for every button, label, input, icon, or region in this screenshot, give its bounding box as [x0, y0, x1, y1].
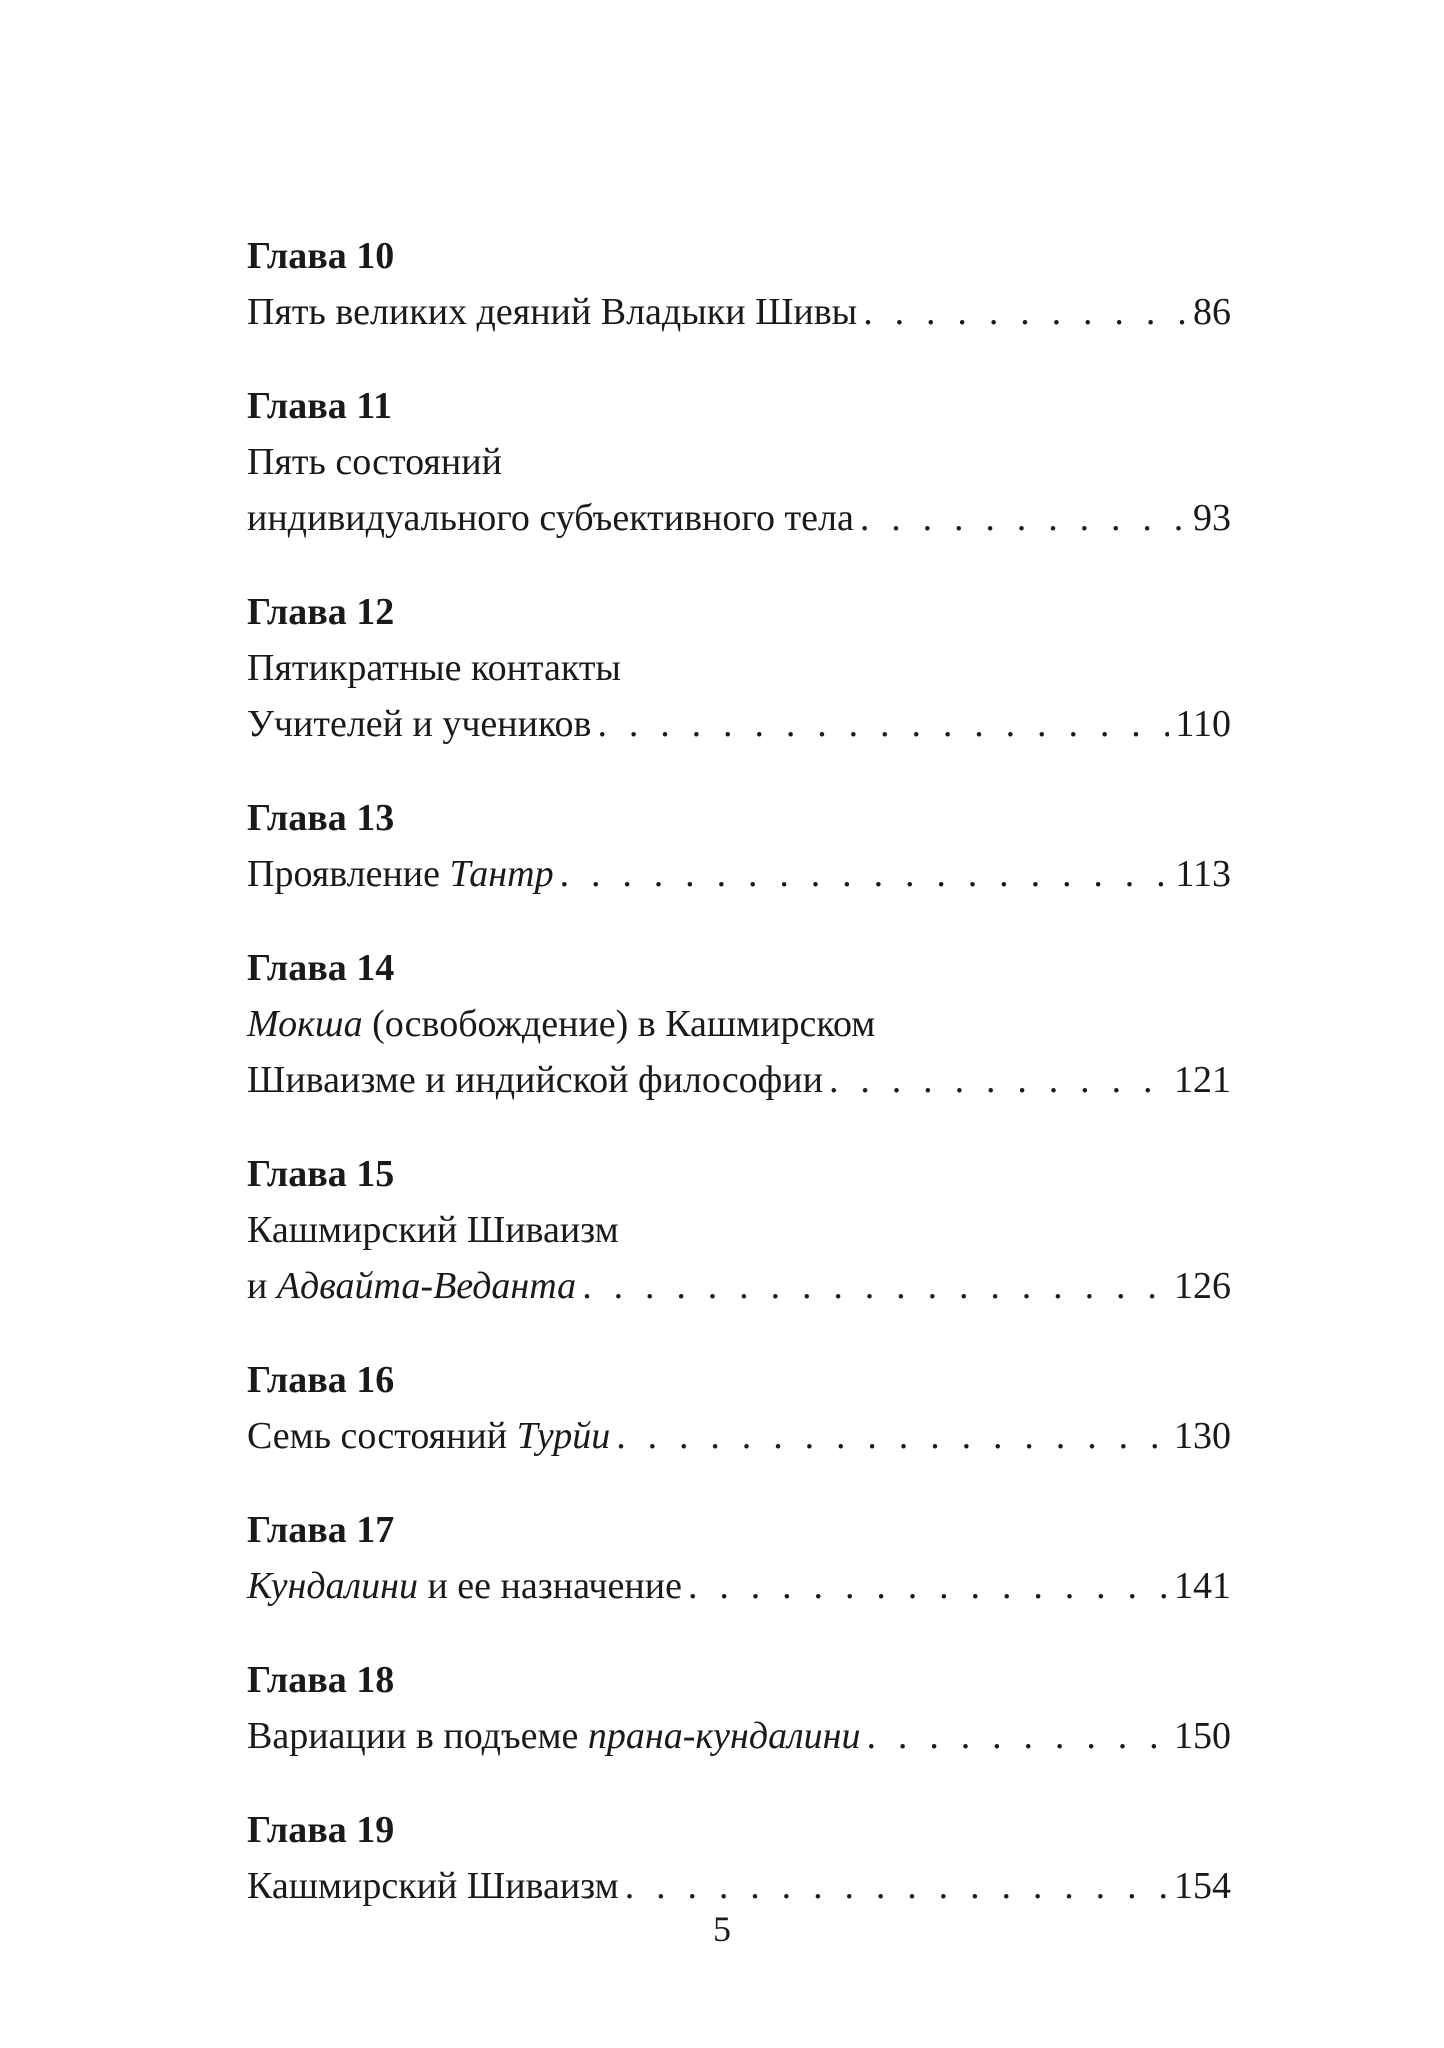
chapter-title: [247, 284, 857, 340]
chapter-heading: Глава 13: [247, 797, 395, 839]
chapter-title-text: Семь состояний: [247, 1415, 517, 1457]
chapter-title-line: [247, 996, 1231, 1052]
page-reference: 130: [1174, 1415, 1231, 1457]
chapter-title-italic: Мокша: [247, 1003, 363, 1045]
chapter-title-italic: Кундалини: [247, 1565, 418, 1607]
chapter-title-last-line: [247, 1858, 1231, 1914]
chapter-title-last-line: [247, 1558, 1231, 1614]
toc-entry: [247, 1652, 1231, 1764]
chapter-title-italic: прана-кундалини: [587, 1715, 861, 1757]
chapter-title-line: [247, 1202, 1231, 1258]
chapter-title-last-line: [247, 846, 1231, 902]
chapter-title-text: Кашмирский Шиваизм: [247, 1209, 619, 1251]
chapter-title-text: Кашмирский Шиваизм: [247, 1865, 619, 1907]
chapter-title: [247, 490, 854, 546]
dot-leader: [625, 1858, 1168, 1914]
page-reference: 93: [1193, 497, 1231, 539]
page-reference: 154: [1174, 1865, 1231, 1907]
dot-leader: [863, 284, 1187, 340]
toc-entry: [247, 790, 1231, 902]
chapter-title: [247, 1708, 861, 1764]
chapter-title-last-line: [247, 696, 1231, 752]
chapter-heading: Глава 17: [247, 1509, 395, 1551]
chapter-title-last-line: [247, 1408, 1231, 1464]
chapter-title-text: Пятикратные контакты: [247, 647, 621, 689]
toc-entry: [247, 940, 1231, 1108]
chapter-title-last-line: [247, 1708, 1231, 1764]
toc-entry: [247, 1802, 1231, 1914]
chapter-title-text: индивидуального субъективного тела: [247, 497, 854, 539]
chapter-title: [247, 1408, 610, 1464]
chapter-heading: Глава 19: [247, 1809, 395, 1851]
chapter-title-last-line: [247, 1258, 1231, 1314]
chapter-heading: Глава 12: [247, 591, 395, 633]
toc-entry: [247, 584, 1231, 752]
page-reference: 141: [1174, 1565, 1231, 1607]
chapter-title-italic: Адвайта-Веданта: [276, 1265, 577, 1307]
chapter-title-text: и ее назначение: [417, 1565, 682, 1607]
chapter-title-last-line: [247, 284, 1231, 340]
dot-leader: [860, 490, 1187, 546]
page-reference: 86: [1193, 291, 1231, 333]
chapter-title-italic: Тантр: [449, 853, 554, 895]
chapter-title-text: Пять состояний: [247, 441, 502, 483]
dot-leader: [829, 1052, 1168, 1108]
chapter-title: [247, 846, 554, 902]
chapter-title-text: Вариации в подъеме: [247, 1715, 588, 1757]
chapter-heading: Глава 11: [247, 385, 393, 427]
page-reference: 110: [1175, 703, 1231, 745]
page-reference: 126: [1174, 1265, 1231, 1307]
dot-leader: [582, 1258, 1168, 1314]
toc-entry: [247, 378, 1231, 546]
chapter-title-text: Проявление: [247, 853, 450, 895]
chapter-title-line: [247, 640, 1231, 696]
chapter-title: [247, 696, 591, 752]
chapter-heading: Глава 10: [247, 235, 395, 277]
toc-entry: [247, 228, 1231, 340]
page-reference: 113: [1175, 853, 1231, 895]
dot-leader: [867, 1708, 1168, 1764]
chapter-title-text: Учителей и учеников: [247, 703, 592, 745]
table-of-contents: [247, 228, 1231, 1952]
toc-entry: [247, 1146, 1231, 1314]
chapter-title-text: Шиваизме и индийской философии: [247, 1059, 823, 1101]
chapter-heading: Глава 18: [247, 1659, 395, 1701]
toc-entry: [247, 1502, 1231, 1614]
dot-leader: [597, 696, 1169, 752]
dot-leader: [560, 846, 1170, 902]
chapter-heading: Глава 16: [247, 1359, 395, 1401]
page-reference: 150: [1174, 1715, 1231, 1757]
dot-leader: [688, 1558, 1168, 1614]
chapter-title: [247, 1858, 619, 1914]
page-reference: 121: [1174, 1059, 1231, 1101]
chapter-title-italic: Турйи: [516, 1415, 611, 1457]
chapter-title-text: (освобождение) в Кашмирском: [362, 1003, 876, 1045]
chapter-title-last-line: [247, 1052, 1231, 1108]
chapter-title-text: и: [247, 1265, 277, 1307]
chapter-title-text: Пять великих деяний Владыки Шивы: [247, 291, 858, 333]
chapter-title: [247, 1258, 576, 1314]
chapter-heading: Глава 15: [247, 1153, 395, 1195]
dot-leader: [616, 1408, 1168, 1464]
chapter-heading: Глава 14: [247, 947, 395, 989]
toc-entry: [247, 1352, 1231, 1464]
page-number: 5: [713, 1909, 731, 1949]
chapter-title-line: [247, 434, 1231, 490]
chapter-title: [247, 1558, 682, 1614]
chapter-title: [247, 1052, 823, 1108]
chapter-title-last-line: [247, 490, 1231, 546]
